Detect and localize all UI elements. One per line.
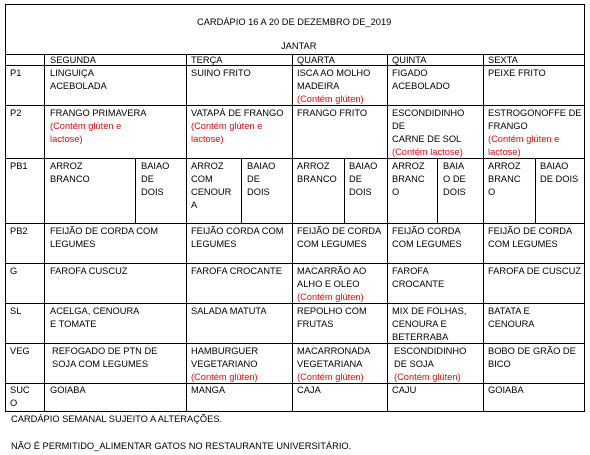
footer-note-changes: CARDÁPIO SEMANAL SUJEITO A ALTERAÇÕES.	[11, 414, 223, 424]
menu-cell-pb1-segunda-baiao	[141, 160, 169, 199]
dish-line: ISCA AO MOLHO	[297, 68, 371, 78]
dish-line: FRUTAS	[297, 319, 334, 329]
dish-line: BICO	[488, 359, 511, 369]
menu-cell-pb1-quinta-arroz	[392, 160, 425, 199]
dish-line: BAIAO	[349, 161, 378, 171]
dish-line: LINGUIÇA	[50, 68, 94, 78]
dish-line: DE	[392, 121, 405, 131]
menu-cell-pb1-quarta-arroz	[297, 160, 337, 186]
allergen-warning: lactose)	[488, 147, 521, 157]
dish-line: BAIAO	[247, 161, 276, 171]
dish-line: REPOLHO COM	[297, 306, 367, 316]
menu-cell-g-sexta	[488, 265, 581, 278]
dish-line: ARROZ	[392, 161, 425, 171]
dish-line: VEGETARIANO	[191, 359, 258, 369]
menu-cell-g-quinta	[392, 265, 444, 291]
dish-line: FAROFA	[392, 266, 429, 276]
allergen-warning: (Contém glúten)	[297, 94, 364, 104]
row-label-p2: P2	[10, 108, 22, 118]
allergen-warning: (Contém glúten)	[297, 292, 364, 302]
menu-cell-pb2-segunda	[50, 225, 158, 251]
menu-cell-p1-sexta	[488, 67, 546, 80]
menu-cell-veg-quarta	[297, 345, 370, 384]
dish-line: BAIAO	[540, 161, 569, 171]
menu-cell-p1-quinta	[392, 67, 450, 93]
dish-line: DE	[247, 174, 260, 184]
dish-line: BETERRABA	[392, 332, 449, 342]
allergen-warning: (Contém glúten e	[191, 121, 263, 131]
dish-line: FAROFA CUSCUZ	[50, 266, 128, 276]
menu-cell-p1-quarta	[297, 67, 370, 106]
dish-line: DE	[141, 174, 154, 184]
dish-line: CARNE DE SOL	[392, 134, 462, 144]
day-header-quinta: QUINTA	[392, 55, 427, 65]
allergen-warning: lactose)	[191, 134, 224, 144]
row-label-veg: VEG	[10, 346, 30, 356]
dish-line: FEIJÃO CORDA	[392, 226, 461, 236]
menu-cell-g-segunda	[50, 265, 127, 278]
dish-line: DE DOIS	[540, 174, 579, 184]
menu-cell-pb1-segunda-arroz	[50, 160, 90, 186]
day-header-sexta: SEXTA	[488, 55, 518, 65]
dish-line: MACARRONADA	[297, 346, 371, 356]
menu-cell-pb2-terca	[191, 225, 283, 251]
dish-line: VATAPÁ DE FRANGO	[191, 108, 284, 118]
dish-line: CENOUR	[191, 187, 232, 197]
dish-line: ESCONDIDINHO	[392, 108, 465, 118]
dish-line: E TOMATE	[50, 319, 97, 329]
menu-cell-suco-terca: MANGA	[191, 385, 226, 395]
dish-line: SUINO FRITO	[191, 68, 251, 78]
dish-line: FAROFA CROCANTE	[191, 266, 282, 276]
dish-line: BRANC	[488, 174, 521, 184]
dish-line: FAROFA DE CUSCUZ	[488, 266, 581, 276]
dish-line: MACARRÃO AO	[297, 266, 367, 276]
menu-title: CARDÁPIO 16 A 20 DE DEZEMBRO DE_2019	[197, 17, 392, 27]
dish-line: DE	[349, 174, 362, 184]
menu-subtitle: JANTAR	[281, 41, 317, 51]
menu-cell-p2-quarta	[297, 107, 367, 120]
dish-line: FEIJÃO CORDA COM	[191, 226, 284, 236]
menu-cell-sl-quinta	[392, 305, 466, 344]
row-label-suco-line: SUC	[10, 385, 30, 395]
dish-line: ACEBOLADA	[50, 81, 107, 91]
menu-cell-veg-sexta	[488, 345, 576, 371]
dish-line: ARROZ	[50, 161, 83, 171]
menu-cell-veg-quinta	[394, 345, 466, 384]
allergen-warning: (Contém glúten e	[50, 121, 122, 131]
menu-cell-p1-terca	[191, 67, 251, 80]
dish-line: ACEBOLADO	[392, 81, 450, 91]
dish-line: ESCONDIDINHO	[394, 346, 467, 356]
day-header-terca: TERÇA	[191, 55, 223, 65]
menu-cell-p2-segunda	[50, 107, 146, 146]
dish-line: LEGUMES	[191, 239, 237, 249]
dish-line: FIGADO	[392, 68, 428, 78]
dish-line: O DE	[443, 174, 466, 184]
dish-line: REFOGADO DE PTN DE	[52, 346, 158, 356]
dish-line: FRANGO FRITO	[297, 108, 368, 118]
dish-line: MIX DE FOLHAS,	[392, 306, 467, 316]
dish-line: ACELGA, CENOURA	[50, 306, 140, 316]
dish-line: ARROZ	[297, 161, 330, 171]
dish-line: SOJA COM LEGUMES	[52, 359, 149, 369]
row-label-g: G	[10, 266, 18, 276]
dish-line: DOIS	[247, 187, 270, 197]
dish-line: CENOURA E	[392, 319, 447, 329]
menu-cell-pb2-sexta	[488, 225, 572, 251]
allergen-warning: lactose)	[50, 134, 83, 144]
menu-cell-pb1-terca-arroz	[191, 160, 231, 212]
dish-line: BAIAO	[141, 161, 170, 171]
dish-line: BAIA	[443, 161, 465, 171]
menu-cell-pb1-terca-baiao	[247, 160, 275, 199]
dish-line: SALADA MATUTA	[191, 306, 267, 316]
menu-cell-pb2-quinta	[392, 225, 462, 251]
menu-cell-suco-quinta: CAJU	[392, 385, 417, 395]
menu-cell-g-terca	[191, 265, 282, 278]
dish-line: ALHO E OLEO	[297, 279, 360, 289]
dish-line: FEIJÃO DE CORDA COM	[50, 226, 158, 236]
menu-cell-veg-terca	[191, 345, 258, 384]
dish-line: COM	[191, 174, 213, 184]
row-label-pb2: PB2	[10, 226, 28, 236]
dish-line: ESTROGONOFFE DE	[488, 108, 582, 118]
dish-line: A	[191, 200, 198, 210]
dish-line: FRANGO	[488, 121, 528, 131]
menu-cell-p1-segunda	[50, 67, 107, 93]
allergen-warning: (Contém glúten e	[488, 134, 560, 144]
dish-line: BOBO DE GRÃO DE	[488, 346, 576, 356]
dish-line: DOIS	[141, 187, 164, 197]
dish-line: CROCANTE	[392, 279, 445, 289]
allergen-warning: (Contém lactose)	[392, 147, 463, 157]
menu-cell-sl-terca	[191, 305, 267, 318]
menu-cell-pb2-quarta	[297, 225, 381, 251]
dish-line: O	[392, 187, 400, 197]
menu-cell-pb1-sexta-arroz	[488, 160, 521, 199]
dish-line: COM LEGUMES	[488, 239, 558, 249]
menu-cell-g-quarta	[297, 265, 366, 304]
menu-cell-p2-terca	[191, 107, 283, 146]
row-label-p1: P1	[10, 68, 22, 78]
dish-line: BRANC	[392, 174, 425, 184]
menu-cell-pb1-quarta-baiao	[349, 160, 377, 199]
dish-line: DOIS	[349, 187, 372, 197]
allergen-warning: (Contém glúten)	[297, 372, 364, 382]
row-label-pb1: PB1	[10, 161, 28, 171]
allergen-warning: (Contém glúten)	[191, 372, 258, 382]
day-header-segunda: SEGUNDA	[50, 55, 96, 65]
dish-line: FRANGO PRIMAVERA	[50, 108, 147, 118]
dish-line: COM LEGUMES	[392, 239, 462, 249]
menu-cell-pb1-sexta-baiao	[540, 160, 578, 186]
footer-note-cats: NÃO É PERMITIDO_ALIMENTAR GATOS NO RESTAURANTE UNIVERSITÁRIO.	[11, 441, 352, 451]
row-label-suco-line: O	[10, 398, 18, 408]
menu-cell-p2-sexta	[488, 107, 582, 159]
menu-cell-suco-quarta: CAJA	[297, 385, 321, 395]
menu-cell-suco-sexta: GOIABA	[488, 385, 524, 395]
menu-cell-sl-sexta	[488, 305, 535, 331]
dish-line: ARROZ	[488, 161, 521, 171]
day-header-quarta: QUARTA	[297, 55, 335, 65]
dish-line: FEIJÃO DE CORDA	[488, 226, 573, 236]
dish-line: VEGETARIANA	[297, 359, 363, 369]
dish-line: DOIS	[443, 187, 466, 197]
dish-line: BATATA E	[488, 306, 530, 316]
menu-cell-sl-segunda	[50, 305, 139, 331]
dish-line: FEIJÃO DE CORDA	[297, 226, 382, 236]
dish-line: LEGUMES	[50, 239, 96, 249]
dish-line: HAMBURGUER	[191, 346, 259, 356]
allergen-warning: (Contém glúten)	[394, 372, 461, 382]
dish-line: CENOURA	[488, 319, 535, 329]
menu-cell-p2-quinta	[392, 107, 464, 159]
dish-line: ARROZ	[191, 161, 224, 171]
dish-line: DE SOJA	[394, 359, 434, 369]
dish-line: PEIXE FRITO	[488, 68, 546, 78]
menu-cell-pb1-quinta-baiao	[443, 160, 466, 199]
dish-line: COM LEGUMES	[297, 239, 367, 249]
dish-line: MADEIRA	[297, 81, 340, 91]
row-label-sl: SL	[10, 306, 22, 316]
menu-cell-veg-segunda	[52, 345, 157, 371]
row-label-suco	[10, 384, 30, 410]
dish-line: BRANCO	[297, 174, 337, 184]
menu-cell-sl-quarta	[297, 305, 367, 331]
dish-line: O	[488, 187, 496, 197]
dish-line: BRANCO	[50, 174, 90, 184]
menu-cell-suco-segunda: GOIABA	[50, 385, 86, 395]
